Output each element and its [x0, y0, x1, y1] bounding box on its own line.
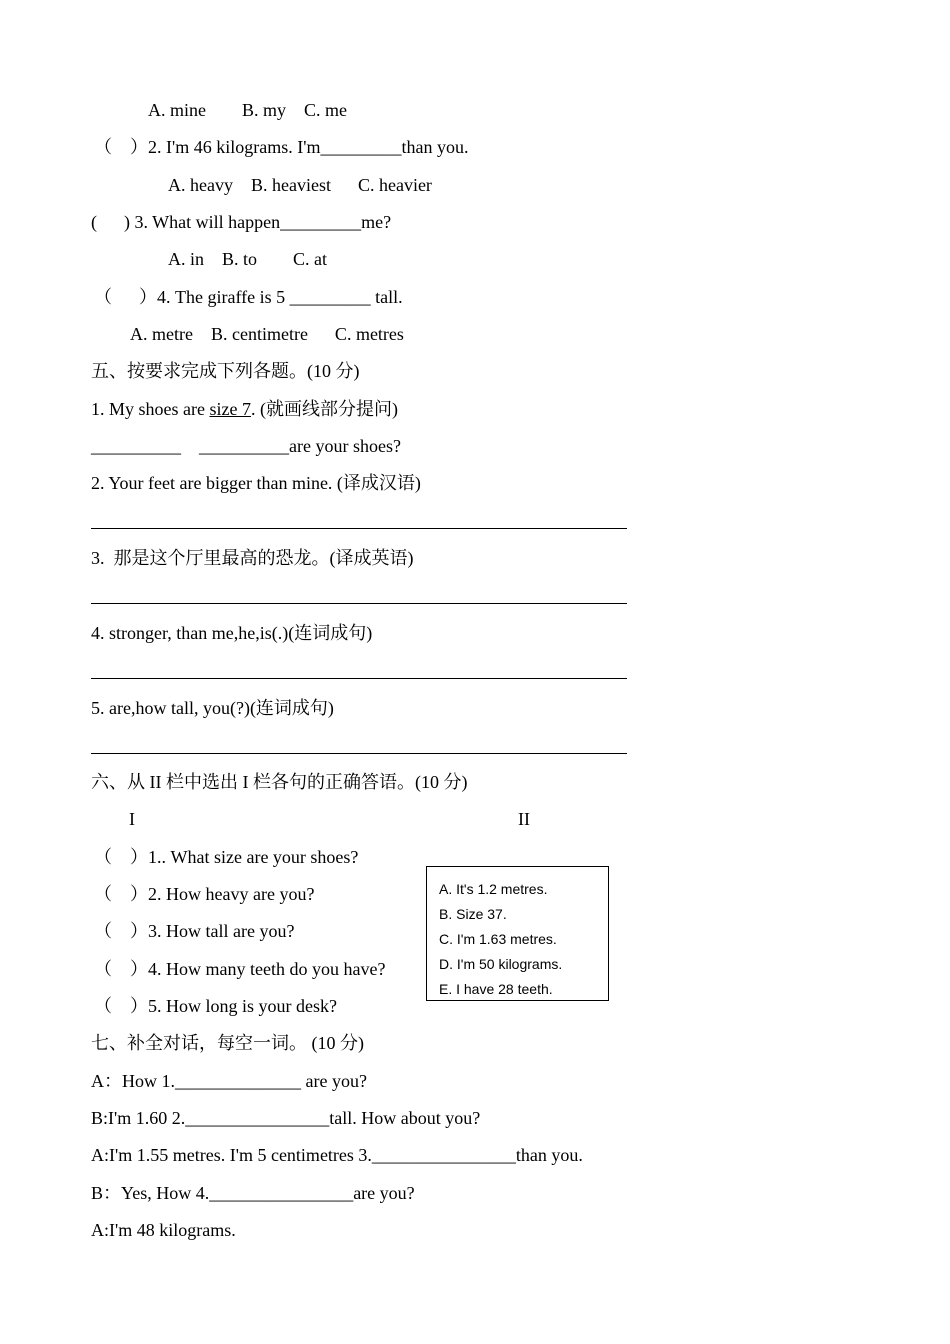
s5-q1-answer: __________ __________are your shoes? — [91, 436, 401, 456]
answer-option-c: C. I'm 1.63 metres. — [439, 931, 557, 947]
dialogue-line-4: B：Yes, How 4.________________are you? — [91, 1183, 415, 1203]
s6-question-1: （ ）1.. What size are your shoes? — [94, 847, 359, 867]
q3-options: A. in B. to C. at — [168, 249, 328, 269]
q1-options: A. mine B. my C. me — [148, 100, 347, 120]
dialogue-line-3: A:I'm 1.55 metres. I'm 5 centimetres 3.________________than you. — [91, 1145, 583, 1165]
s5-question-5: 5. are,how tall, you(?)(连词成句) — [91, 698, 334, 718]
question-3: ( ) 3. What will happen_________me? — [91, 212, 392, 232]
answer-line-5 — [91, 753, 627, 754]
answer-line-2 — [91, 528, 627, 529]
s5-question-2: 2. Your feet are bigger than mine. (译成汉语) — [91, 473, 421, 493]
answer-option-b: B. Size 37. — [439, 906, 507, 922]
question-2: （ ）2. I'm 46 kilograms. I'm_________than you. — [94, 137, 469, 157]
s6-question-5: （ ）5. How long is your desk? — [94, 996, 337, 1016]
s6-question-2: （ ）2. How heavy are you? — [94, 884, 315, 904]
column-2-label: II — [518, 809, 530, 829]
dialogue-line-1: A：How 1.______________ are you? — [91, 1071, 367, 1091]
section7-heading: 七、补全对话，每空一词。 (10 分) — [91, 1033, 364, 1053]
answer-line-4 — [91, 678, 627, 679]
dialogue-line-2: B:I'm 1.60 2.________________tall. How about you? — [91, 1108, 481, 1128]
answer-option-d: D. I'm 50 kilograms. — [439, 956, 563, 972]
answer-option-e: E. I have 28 teeth. — [439, 981, 553, 997]
answer-option-a: A. It's 1.2 metres. — [439, 881, 548, 897]
s6-question-3: （ ）3. How tall are you? — [94, 921, 295, 941]
s5-q1-suffix: . (就画线部分提问) — [250, 399, 398, 419]
s5-question-1 — [91, 398, 398, 420]
answer-line-3 — [91, 603, 627, 604]
section5-heading: 五、按要求完成下列各题。(10 分) — [91, 361, 360, 381]
q4-options: A. metre B. centimetre C. metres — [130, 324, 404, 344]
s5-q1-prefix: 1. My shoes are — [91, 399, 210, 419]
column-1-label: I — [129, 809, 135, 829]
q2-options: A. heavy B. heaviest C. heavier — [168, 175, 432, 195]
s5-question-3: 3. 那是这个厅里最高的恐龙。(译成英语) — [91, 548, 414, 568]
dialogue-line-5: A:I'm 48 kilograms. — [91, 1220, 236, 1240]
section6-heading: 六、从 II 栏中选出 I 栏各句的正确答语。(10 分) — [91, 772, 468, 792]
question-4: （ ）4. The giraffe is 5 _________ tall. — [94, 287, 403, 307]
s6-question-4: （ ）4. How many teeth do you have? — [94, 959, 386, 979]
answer-options-box — [426, 866, 609, 1001]
s5-q1-underlined: size 7 — [209, 399, 251, 419]
s5-question-4: 4. stronger, than me,he,is(.)(连词成句) — [91, 623, 373, 643]
